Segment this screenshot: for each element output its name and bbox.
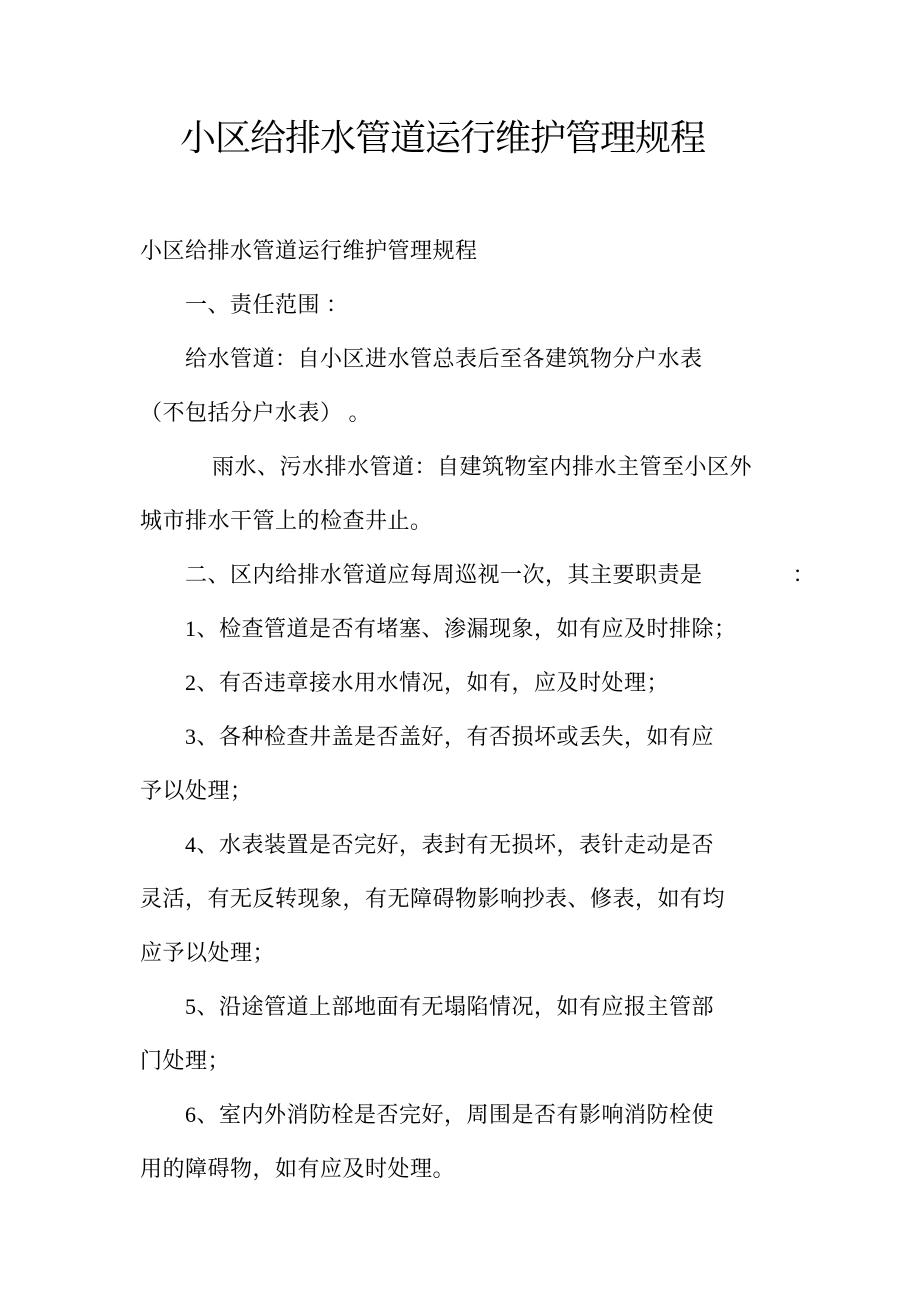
doc-line: 5、沿途管道上部地面有无塌陷情况，如有应报主管部 [185, 994, 715, 1019]
doc-line: 4、水表装置是否完好，表封有无损坏，表针走动是否 [185, 832, 715, 857]
doc-line: 3、各种检查井盖是否盖好，有否损坏或丢失，如有应 [185, 724, 715, 749]
doc-line: 灵活，有无反转现象，有无障碍物影响抄表、修表，如有均 [140, 886, 726, 911]
doc-line: 给水管道：自小区进水管总表后至各建筑物分户水表 [185, 346, 703, 371]
doc-line: 用的障碍物，如有应及时处理。 [140, 1156, 456, 1181]
document-title: 小区给排水管道运行维护管理规程 [180, 118, 706, 158]
doc-line: 应予以处理； [140, 940, 276, 965]
doc-line: 二、区内给排水管道应每周巡视一次，其主要职责是 ： [185, 562, 816, 587]
doc-line: 一、责任范围 ： [185, 292, 349, 317]
doc-line: 门处理； [140, 1048, 231, 1073]
doc-line: 6、室内外消防栓是否完好，周围是否有影响消防栓使 [185, 1102, 715, 1127]
doc-line: 雨水、污水排水管道：自建筑物室内排水主管至小区外 [212, 454, 753, 479]
doc-line: （不包括分户水表） 。 [140, 400, 372, 425]
doc-line: 予以处理； [140, 778, 253, 803]
doc-line: 城市排水干管上的检查井止。 [140, 508, 433, 533]
doc-line: 1、检查管道是否有堵塞、渗漏现象，如有应及时排除； [185, 616, 737, 641]
document-body [140, 224, 920, 1196]
doc-line: 2、有否违章接水用水情况，如有，应及时处理； [185, 670, 670, 695]
doc-line: 小区给排水管道运行维护管理规程 [140, 238, 478, 263]
